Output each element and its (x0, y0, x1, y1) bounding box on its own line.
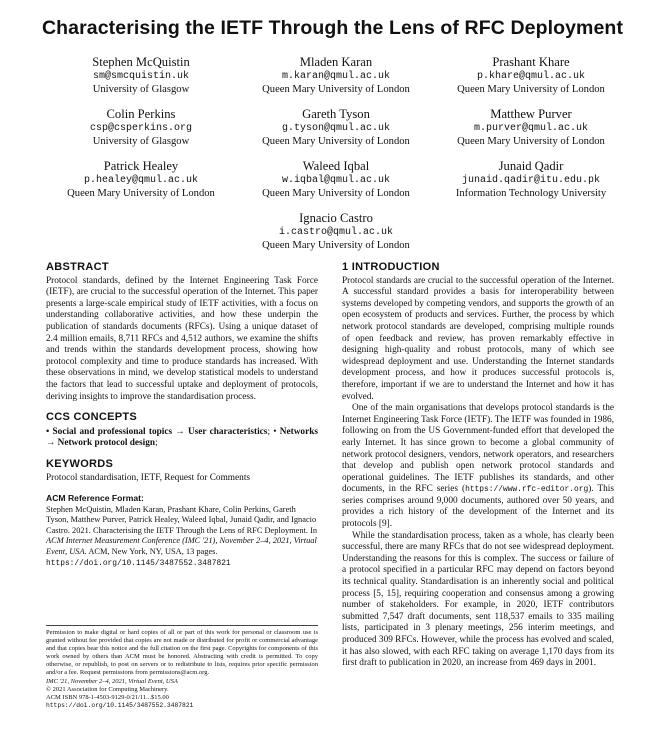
intro-p2-text: One of the main organisations that develops protocol standards is the Internet Engineering Task Force (IETF). The IETF was founded in 1986, following on from the US Government-funded effort that developed the early Internet. It has since grown to become a global community of network protocol designers, vendors, network operators, and researchers that develop and publish open network protocol standards and operational guidelines. The IETF publishes its standards, and other documents, in the RFC series ( (342, 403, 614, 495)
author-name: Matthew Purver (490, 107, 572, 121)
author (239, 108, 433, 160)
ccs-concepts (46, 427, 318, 450)
author-name: Stephen McQuistin (92, 55, 190, 69)
ccs-section (46, 412, 318, 450)
ccs-concept: User characteristics (187, 426, 268, 437)
author-email: w.iqbal@qmul.ac.uk (281, 174, 391, 186)
acm-reference-heading: ACM Reference Format: (46, 493, 144, 504)
reference-doi-link[interactable]: https://doi.org/10.1145/3487552.3487821 (46, 558, 231, 568)
arrow-glyph: → (172, 426, 188, 437)
author-name: Prashant Khare (492, 55, 570, 69)
author-email: junaid.qadir@itu.edu.pk (461, 174, 601, 186)
reference-authors-title: Stephen McQuistin, Mladen Karan, Prashant Khare, Colin Perkins, Gareth Tyson, Matthew Purver, Patrick Healey, Waleed Iqbal, Junaid Qadir, and Ignacio Castro. 2021. Characterising the IETF Through the Lens of RFC Deployment. In (46, 504, 318, 535)
left-column (46, 262, 318, 569)
author-name: Patrick Healey (103, 159, 179, 173)
author-email: csp@csperkins.org (89, 122, 193, 134)
author-block (44, 56, 628, 264)
author-affiliation: University of Glasgow (92, 84, 190, 95)
keywords-section (46, 459, 318, 484)
author (44, 108, 238, 160)
author-row (44, 56, 628, 108)
permission-isbn: ACM ISBN 978-1-4503-9129-0/21/11...$15.00 (46, 693, 169, 701)
keywords-text: Protocol standardisation, IETF, Request for Comments (46, 472, 251, 483)
author-affiliation: Information Technology University (455, 188, 607, 199)
author-affiliation: Queen Mary University of London (262, 136, 410, 147)
author-affiliation: Queen Mary University of London (67, 188, 215, 199)
author (434, 56, 628, 108)
author (239, 160, 433, 212)
ccs-heading: CCS CONCEPTS (46, 411, 137, 424)
intro-p2-text-end: ). This series comprises around 9,000 documents, authored over 50 years, and provides a rich history of the development of the Internet and its protocols [9]. (342, 484, 614, 530)
author-row (44, 160, 628, 212)
permission-copyright: © 2021 Association for Computing Machinery. (46, 685, 169, 693)
author-row (44, 212, 628, 264)
abstract-heading: ABSTRACT (46, 261, 109, 273)
author-affiliation: University of Glasgow (92, 136, 190, 147)
author-email: p.healey@qmul.ac.uk (83, 174, 199, 186)
permission-footnote (46, 625, 318, 710)
ccs-separator: ; • (267, 426, 280, 437)
arrow-glyph: → (46, 438, 58, 449)
author (44, 56, 238, 108)
author-name: Ignacio Castro (299, 211, 373, 225)
intro-paragraph-2 (342, 403, 614, 531)
author-email: sm@smcquistin.uk (92, 70, 189, 82)
author-email: i.castro@qmul.ac.uk (278, 226, 394, 238)
intro-paragraph-1: Protocol standards are crucial to the successful operation of the Internet. A successful standard provides a basis for interoperability between systems developed by competing vendors, and supports the growth of an open ecosystem of products and services. Further, the process by which network protocol standards are developed, comprising multiple rounds of open feedback and review, has proven remarkably effective in designing high-quality and robust protocols, many of which see widespread deployment and use. Understanding the Internet standards development process, and how it produces successful protocols is, therefore, important if we are to understand the Internet and how it has evolved. (342, 275, 614, 402)
reference-publisher: ACM, New York, NY, USA, 13 pages. (86, 547, 218, 557)
author-affiliation: Queen Mary University of London (262, 188, 410, 199)
author (434, 160, 628, 212)
intro-paragraph-3: While the standardisation process, taken as a whole, has clearly been successful, there are many RFCs that do not see widespread deployment. Understanding the reasons for this is complex. The success or failure of a protocol specified in a particular RFC may depend on factors beyond its technical quality. Standardisation is an inherently social and political process [5, 15], requiring cooperation and consensus among a growing number of stakeholders. For example, in 2020, IETF contributors submitted 7,547 draft documents, sent 118,537 emails to 335 mailing lists, participated in 3 plenary meetings, 256 interim meetings, and produced 309 RFCs. However, while the process has evolved and scaled, it has also slowed, with each RFC taking on average 1,170 days from its first draft to publication in 2020, an increase from 469 days in 2001. (342, 530, 615, 669)
permission-conference (46, 678, 318, 686)
right-column (342, 262, 614, 670)
author (239, 56, 433, 108)
ccs-concept: • Social and professional topics (46, 426, 173, 437)
acm-reference-text (46, 505, 318, 570)
author-row (44, 108, 628, 160)
author-affiliation: Queen Mary University of London (262, 240, 410, 251)
author (44, 160, 238, 212)
rfc-editor-link[interactable]: https://www.rfc-editor.org (465, 485, 589, 495)
ccs-end: ; (155, 438, 158, 449)
permission-text: Permission to make digital or hard copies of all or part of this work for personal or classroom use is granted without fee provided that copies are not made or distributed for profit or commercial advantage and that copies bear this notice and the full citation on the first page. Copyrights for components of this work owned by others than ACM must be honored. Abstracting with credit is permitted. To copy otherwise, or republish, to post on servers or to redistribute to lists, requires prior specific permission and/or a fee. Request permissions from permissions@acm.org. (46, 629, 318, 677)
author-email: m.purver@qmul.ac.uk (473, 122, 589, 134)
author-email: g.tyson@qmul.ac.uk (281, 122, 391, 134)
author-name: Mladen Karan (299, 55, 373, 69)
keywords-heading: KEYWORDS (46, 457, 114, 470)
author-name: Gareth Tyson (302, 107, 370, 121)
author (434, 108, 628, 160)
author-affiliation: Queen Mary University of London (262, 84, 410, 95)
author-email: m.karan@qmul.ac.uk (281, 70, 391, 82)
ccs-concept: Network protocol design (57, 438, 156, 449)
ccs-concept: Networks (279, 426, 318, 437)
paper-title: Characterising the IETF Through the Lens of RFC Deployment (41, 17, 624, 39)
author-affiliation: Queen Mary University of London (457, 84, 605, 95)
author-name: Junaid Qadir (498, 159, 564, 173)
author-affiliation: Queen Mary University of London (457, 136, 605, 147)
abstract-text: Protocol standards, defined by the Internet Engineering Task Force (IETF), are crucial to the successful operation of the Internet. This paper presents a large-scale empirical study of IETF activities, with a focus on understanding collaborative activities, and how these underpin the publication of standards documents (RFCs). Using a unique dataset of 2.4 million emails, 8,711 RFCs and 4,512 authors, we examine the shifts and trends within the standards development process, showing how protocol complexity and time to produce standards has increased. With these observations in mind, we develop statistical models to understand the factors that lead to successful uptake and deployment of protocols, deriving insights to improve the standardisation process. (46, 275, 318, 402)
author (239, 212, 433, 264)
reference-venue: ACM Internet Measurement Conference (IMC '21), November 2–4, 2021, Virtual Event, USA. (46, 536, 317, 557)
author-name: Waleed Iqbal (302, 159, 370, 173)
author-email: p.khare@qmul.ac.uk (476, 70, 586, 82)
conference-line: IMC '21, November 2–4, 2021, Virtual Event, USA (46, 677, 178, 685)
permission-doi-link[interactable]: https://doi.org/10.1145/3487552.3487821 (46, 701, 194, 709)
introduction-heading: 1 INTRODUCTION (342, 261, 440, 273)
author-name: Colin Perkins (106, 107, 176, 121)
